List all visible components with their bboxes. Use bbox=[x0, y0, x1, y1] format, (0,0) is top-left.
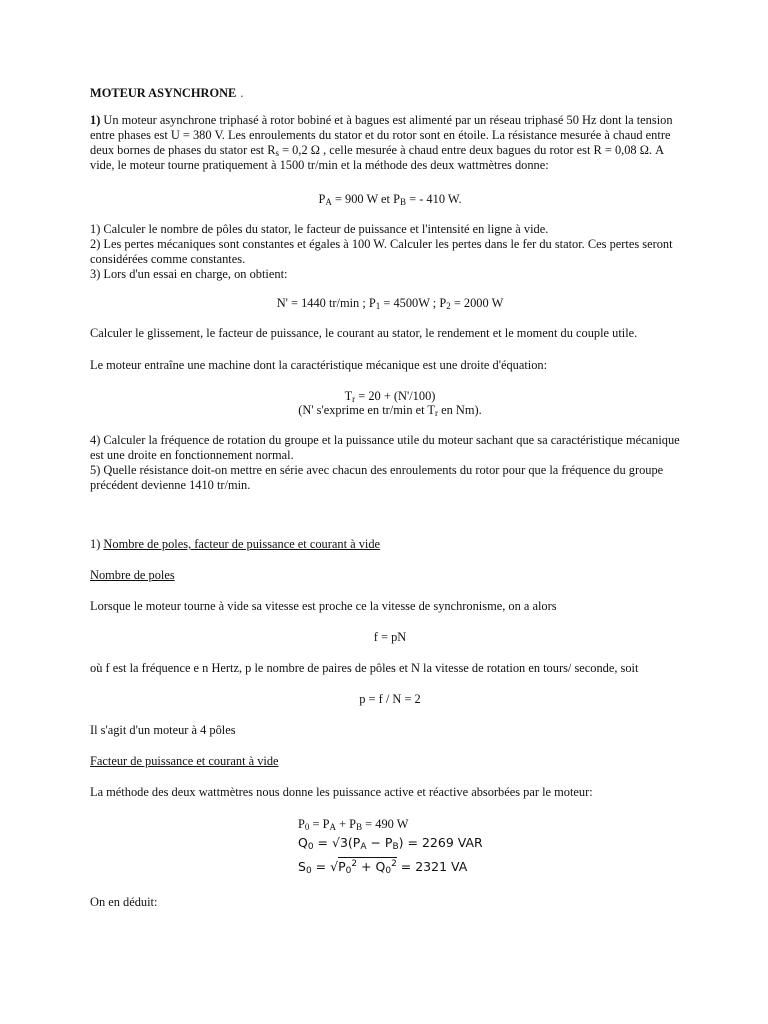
torque-note: (N' s'exprime en tr/min et $T_r$ en Nm). bbox=[298, 403, 482, 418]
solution-heading: 1) Nombre de poles, facteur de puissance et courant à vide bbox=[90, 537, 381, 551]
load-test-values: N' = 1440 tr/min ; $P_1 = 4500W$ ; $P_2 = 2000$ W bbox=[276, 296, 504, 311]
question-2: 2) Les pertes mécaniques sont constantes et égales à 100 W. Calculer les pertes dans le fer du stator. Ces pertes seront considérées comme constantes. bbox=[90, 237, 673, 266]
title-mark: . bbox=[240, 86, 244, 100]
text-synchronism: Lorsque le moteur tourne à vide sa vitesse est proche ce la vitesse de synchronisme, on a alors bbox=[90, 599, 557, 613]
questions-1-3 bbox=[90, 222, 690, 282]
torque-equation: $T_r = 20 + (N'/100)$ bbox=[344, 389, 436, 404]
power-equations bbox=[298, 817, 483, 881]
question-1: 1) Calculer le nombre de pôles du stator, le facteur de puissance et l'intensité en ligne à vide. bbox=[90, 222, 549, 236]
question-3: 3) Lors d'un essai en charge, on obtient: bbox=[90, 267, 288, 281]
question-4: 4) Calculer la fréquence de rotation du groupe et la puissance utile du moteur sachant que sa caractéristique mécanique est une droite en fonctionnement normal. bbox=[90, 433, 680, 462]
exercise-statement: 1) Un moteur asynchrone triphasé à rotor bobiné et à bagues est alimenté par un réseau triphasé 50 Hz dont la tension entre phases est U = 380 V. Les enroulements du stator et du rotor sont en étoile. La résistance mesurée à chaud entre deux bornes de phases du stator est $R_s = 0,2$ Ω , celle mesurée à chaud entre deux bagues du rotor est R = 0,08 Ω. A vide, le moteur tourne pratiquement à 1500 tr/min et la méthode des deux wattmètres donne: bbox=[90, 113, 673, 172]
question-5: 5) Quelle résistance doit-on mettre en série avec chacun des enroulements du rotor pour que la fréquence du groupe précédent devienne 1410 tr/min. bbox=[90, 463, 664, 492]
text-definitions: où f est la fréquence e n Hertz, p le nombre de paires de pôles et N la vitesse de rotation en tours/ seconde, soit bbox=[90, 661, 639, 675]
machine-intro: Le moteur entraîne une machine dont la caractéristique mécanique est une droite d'équation: bbox=[90, 358, 548, 372]
equation-p0: $P_0 = P_A + P_B = 490$ W bbox=[298, 817, 409, 832]
questions-4-5 bbox=[90, 433, 690, 493]
equation-q0: $Q_0 = √3(P_A - P_B) = 2269$ VAR bbox=[298, 835, 483, 852]
text-4-poles: Il s'agit d'un moteur à 4 pôles bbox=[90, 723, 236, 737]
text-deduce: On en déduit: bbox=[90, 895, 158, 909]
subheading-poles: Nombre de poles bbox=[90, 568, 175, 582]
subheading-power-factor: Facteur de puissance et courant à vide bbox=[90, 754, 279, 768]
equation-s0: $S_0 = √P_0^2 + Q_0^2 = 2321$ VA bbox=[298, 858, 468, 876]
document-title: MOTEUR ASYNCHRONE . bbox=[90, 86, 244, 100]
equation-f-pn: f = pN bbox=[373, 630, 407, 644]
sqrt-radicand: $P_0^2 + Q_0^2$ bbox=[338, 858, 397, 876]
text-wattmeters: La méthode des deux wattmètres nous donne les puissance active et réactive absorbées par le moteur: bbox=[90, 785, 593, 799]
question-3-calc: Calculer le glissement, le facteur de puissance, le courant au stator, le rendement et le moment du couple utile. bbox=[90, 326, 638, 340]
wattmeter-readings: $P_A = 900$ W et $P_B$ = - 410 W. bbox=[318, 192, 462, 207]
equation-p: p = f / N = 2 bbox=[359, 692, 421, 706]
